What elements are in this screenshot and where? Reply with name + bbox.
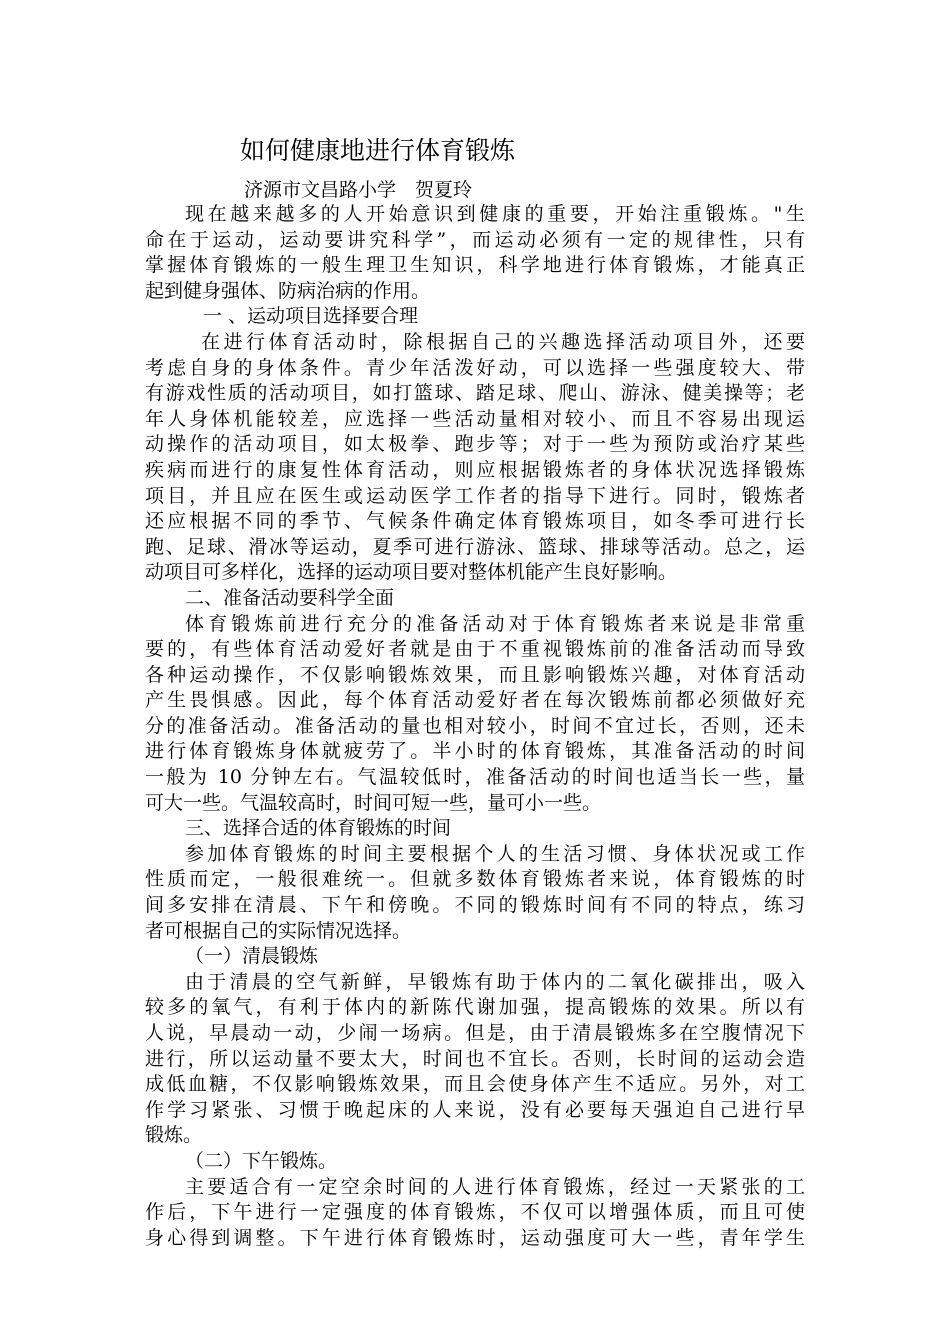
text-line: 由于清晨的空气新鲜，早锻炼有助于体内的二氧化碳排出，吸入 bbox=[185, 970, 805, 993]
text-line: 作后，下午进行一定强度的体育锻炼，不仅可以增强体质，而且可使 bbox=[145, 1201, 805, 1224]
text-line: 人说，早晨动一动，少闹一场病。但是，由于清晨锻炼多在空腹情况下 bbox=[145, 1022, 805, 1044]
text-line: 可大一些。气温较高时，时间可短一些，量可小一些。 bbox=[145, 791, 602, 814]
text-line: 三、选择合适的体育锻炼的时间 bbox=[185, 817, 452, 840]
text-line: 身心得到调整。下午进行体育锻炼时，运动强度可大一些，青年学生 bbox=[145, 1226, 805, 1249]
text-line: 者可根据自己的实际情况选择。 bbox=[145, 919, 412, 942]
text-line: 产生畏惧感。因此，每个体育活动爱好者在每次锻炼前都必须做好充 bbox=[145, 689, 805, 712]
text-line: 性质而定，一般很难统一。但就多数体育锻炼者来说，体育锻炼的时 bbox=[145, 868, 805, 891]
text-line: 起到健身强体、防病治病的作用。 bbox=[145, 279, 431, 302]
text-line: 一 、运动项目选择要合理 bbox=[203, 305, 419, 328]
text-line: 作学习紧张、习惯于晚起床的人来说，没有必要每天强迫自己进行早 bbox=[145, 1098, 805, 1121]
text-line: 有游戏性质的活动项目，如打篮球、踏足球、爬山、游泳、健美操等；老 bbox=[145, 382, 805, 405]
text-line: 参加体育锻炼的时间主要根据个人的生活习惯、身体状况或工作 bbox=[185, 842, 805, 865]
text-line: 项目，并且应在医生或运动医学工作者的指导下进行。同时，锻炼者 bbox=[145, 484, 805, 507]
text-line: 二、准备活动要科学全面 bbox=[185, 586, 395, 609]
text-line: 锻炼。 bbox=[145, 1124, 203, 1147]
text-line: 在进行体育活动时，除根据自己的兴趣选择活动项目外，还要 bbox=[201, 330, 805, 353]
text-line: （二）下午锻炼。 bbox=[185, 1149, 338, 1172]
text-line: 间多安排在清晨、下午和傍晚。不同的锻炼时间有不同的特点，练习 bbox=[145, 894, 805, 917]
text-line: 主要适合有一定空余时间的人进行体育锻炼，经过一天紧张的工 bbox=[185, 1175, 805, 1198]
author-line: 济源市文昌路小学 贺夏玲 bbox=[244, 179, 473, 201]
text-line: 进行体育锻炼身体就疲劳了。半小时的体育锻炼，其准备活动的时间 bbox=[145, 740, 805, 763]
document-body bbox=[145, 202, 805, 1251]
text-line: 分的准备活动。准备活动的量也相对较小，时间不宜过长，否则，还未 bbox=[145, 714, 805, 737]
text-line: 命在于运动，运动要讲究科学”，而运动必须有一定的规律性，只有 bbox=[145, 228, 805, 251]
text-line: 一般为 10 分钟左右。气温较低时，准备活动的时间也适当长一些，量 bbox=[145, 766, 805, 789]
text-line: 还应根据不同的季节、气候条件确定体育锻炼项目，如冬季可进行长 bbox=[145, 510, 805, 533]
text-line: 动操作的活动项目，如太极拳、跑步等；对于一些为预防或治疗某些 bbox=[145, 433, 805, 456]
text-line: 体育锻炼前进行充分的准备活动对于体育锻炼者来说是非常重 bbox=[185, 612, 805, 635]
text-line: 掌握体育锻炼的一般生理卫生知识，科学地进行体育锻炼，才能真正 bbox=[145, 254, 805, 277]
text-line: 进行，所以运动量不要太大，时间也不宜长。否则，长时间的运动会造 bbox=[145, 1047, 805, 1070]
text-line: 动项目可多样化，选择的运动项目要对整体机能产生良好影响。 bbox=[145, 561, 678, 584]
text-line: 疾病而进行的康复性体育活动，则应根据锻炼者的身体状况选择锻炼 bbox=[145, 458, 805, 481]
page-title: 如何健康地进行体育锻炼 bbox=[240, 136, 516, 165]
text-line: 成低血糖，不仅影响锻炼效果，而且会使身体产生不适应。另外，对工 bbox=[145, 1073, 805, 1096]
text-line: 跑、足球、滑冰等运动，夏季可进行游泳、篮球、排球等活动。总之，运 bbox=[145, 535, 805, 558]
text-line: （一）清晨锻炼 bbox=[185, 945, 319, 968]
text-line: 各种运动操作，不仅影响锻炼效果，而且影响锻炼兴趣，对体育活动 bbox=[145, 663, 805, 686]
text-line: 现在越来越多的人开始意识到健康的重要，开始注重锻炼。"生 bbox=[185, 203, 805, 225]
text-line: 考虑自身的身体条件。青少年活泼好动，可以选择一些强度较大、带 bbox=[145, 356, 805, 379]
text-line: 要的，有些体育活动爱好者就是由于不重视锻炼前的准备活动而导致 bbox=[145, 638, 805, 661]
text-line: 较多的氧气，有利于体内的新陈代谢加强，提高锻炼的效果。所以有 bbox=[145, 996, 805, 1019]
text-line: 年人身体机能较差，应选择一些活动量相对较小、而且不容易出现运 bbox=[145, 407, 805, 430]
